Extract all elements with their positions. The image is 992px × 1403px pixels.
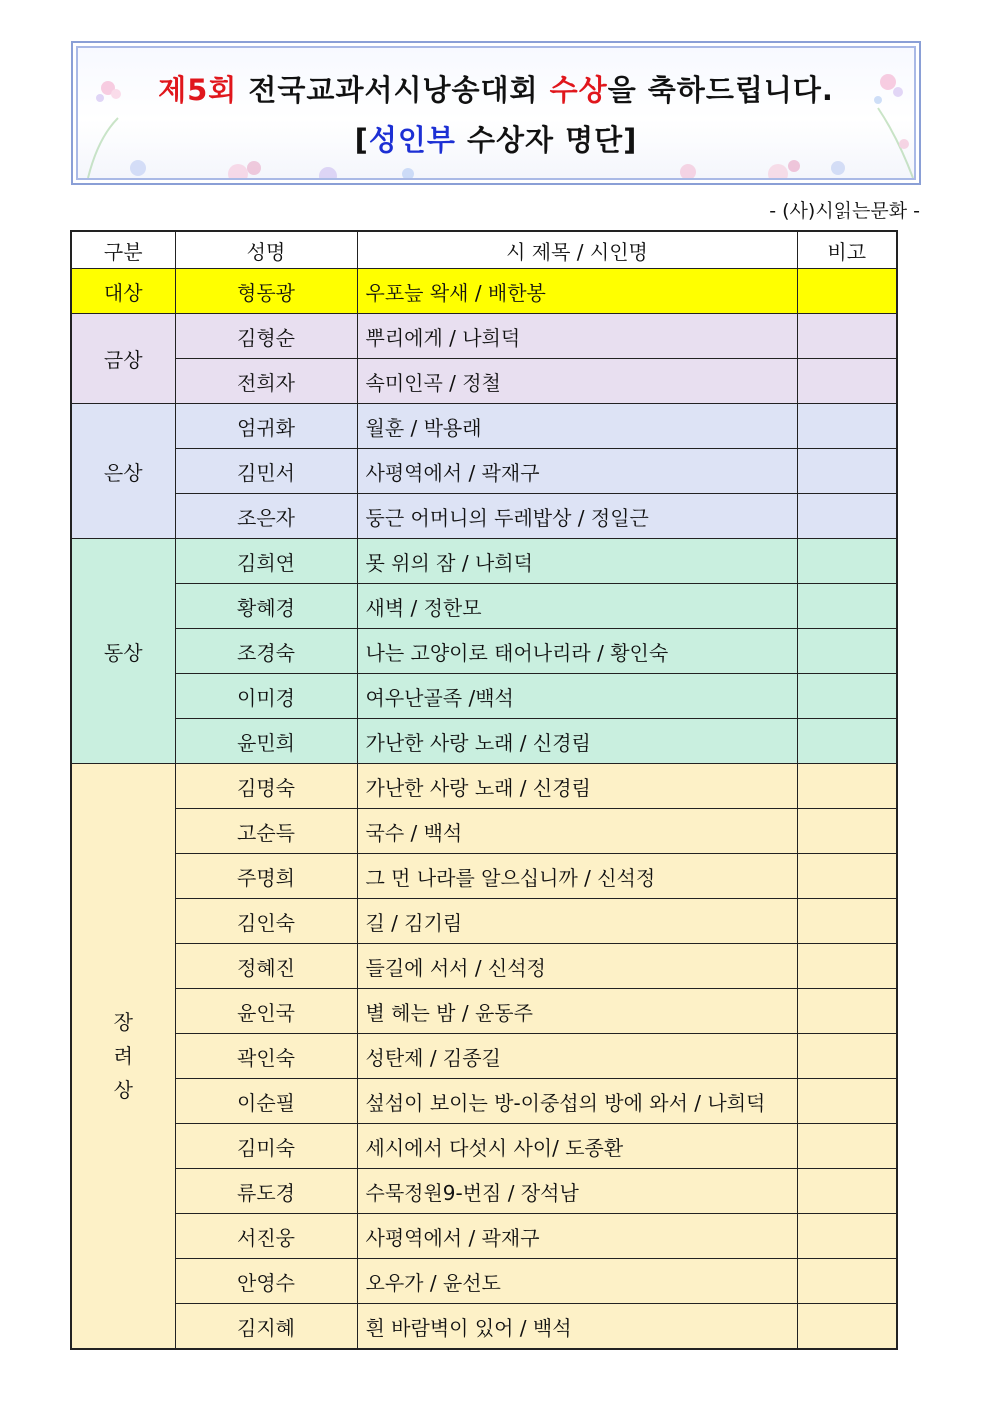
winner-name-cell: 윤민희 — [175, 719, 357, 764]
note-cell — [797, 989, 897, 1034]
poem-title-cell: 사평역에서 / 곽재구 — [357, 1214, 797, 1259]
poem-title-cell: 성탄제 / 김종길 — [357, 1034, 797, 1079]
table-row — [71, 899, 897, 944]
division-name: 성인부 — [368, 123, 456, 157]
poem-title-cell: 수묵정원9-번짐 / 장석남 — [357, 1169, 797, 1214]
event-name: 전국교과서시낭송대회 — [248, 73, 539, 107]
poem-title-cell: 사평역에서 / 곽재구 — [357, 449, 797, 494]
poem-title-cell: 둥근 어머니의 두레밥상 / 정일근 — [357, 494, 797, 539]
winner-name-cell: 이미경 — [175, 674, 357, 719]
award-category-cell: 대상 — [71, 269, 175, 314]
winner-name-cell: 김지혜 — [175, 1304, 357, 1350]
winner-name-cell: 정혜진 — [175, 944, 357, 989]
table-row — [71, 1169, 897, 1214]
table-row — [71, 1034, 897, 1079]
table-row — [71, 1124, 897, 1169]
table-row — [71, 449, 897, 494]
table-row — [71, 314, 897, 359]
poem-title-cell: 길 / 김기림 — [357, 899, 797, 944]
award-category-cell: 금상 — [71, 314, 175, 404]
table-row — [71, 629, 897, 674]
poem-title-cell: 가난한 사랑 노래 / 신경림 — [357, 764, 797, 809]
winner-name-cell: 류도경 — [175, 1169, 357, 1214]
title-banner — [71, 41, 921, 185]
table-row — [71, 674, 897, 719]
note-cell — [797, 1124, 897, 1169]
note-cell — [797, 1304, 897, 1350]
table-row — [71, 359, 897, 404]
note-cell — [797, 539, 897, 584]
poem-title-cell: 못 위의 잠 / 나희덕 — [357, 539, 797, 584]
banner-title-line-2 — [78, 118, 914, 159]
note-cell — [797, 359, 897, 404]
poem-title-cell: 뿌리에게 / 나희덕 — [357, 314, 797, 359]
title-banner-inner — [76, 46, 916, 180]
note-cell — [797, 719, 897, 764]
note-cell — [797, 584, 897, 629]
table-row — [71, 404, 897, 449]
poem-title-cell: 나는 고양이로 태어나리라 / 황인숙 — [357, 629, 797, 674]
note-cell — [797, 1034, 897, 1079]
table-row — [71, 809, 897, 854]
table-row — [71, 494, 897, 539]
awards-table-body — [71, 269, 897, 1350]
header-poem: 시 제목 / 시인명 — [357, 231, 797, 269]
winner-name-cell: 김인숙 — [175, 899, 357, 944]
poem-title-cell: 흰 바람벽이 있어 / 백석 — [357, 1304, 797, 1350]
note-cell — [797, 674, 897, 719]
award-category-char: 려 — [113, 1044, 133, 1068]
poem-title-cell: 그 먼 나라를 알으십니까 / 신석정 — [357, 854, 797, 899]
table-row — [71, 1214, 897, 1259]
poem-title-cell: 별 헤는 밤 / 윤동주 — [357, 989, 797, 1034]
note-cell — [797, 1079, 897, 1124]
poem-title-cell: 월훈 / 박용래 — [357, 404, 797, 449]
note-cell — [797, 1214, 897, 1259]
note-cell — [797, 854, 897, 899]
winner-name-cell: 형동광 — [175, 269, 357, 314]
table-row — [71, 269, 897, 314]
poem-title-cell: 새벽 / 정한모 — [357, 584, 797, 629]
note-cell — [797, 629, 897, 674]
award-category-cell: 동상 — [71, 539, 175, 764]
winner-name-cell: 이순필 — [175, 1079, 357, 1124]
header-name: 성명 — [175, 231, 357, 269]
winner-name-cell: 고순득 — [175, 809, 357, 854]
table-row — [71, 584, 897, 629]
winner-name-cell: 주명희 — [175, 854, 357, 899]
note-cell — [797, 269, 897, 314]
list-title: 수상자 명단 — [466, 123, 624, 157]
award-category-cell: 은상 — [71, 404, 175, 539]
winner-name-cell: 윤인국 — [175, 989, 357, 1034]
table-row — [71, 719, 897, 764]
note-cell — [797, 764, 897, 809]
note-cell — [797, 1259, 897, 1304]
winner-name-cell: 김형순 — [175, 314, 357, 359]
winner-name-cell: 황혜경 — [175, 584, 357, 629]
winner-name-cell: 안영수 — [175, 1259, 357, 1304]
congrats-text: 을 축하드립니다. — [607, 73, 834, 107]
award-word: 수상 — [549, 73, 608, 107]
table-row — [71, 1079, 897, 1124]
award-category-cell — [71, 764, 175, 1350]
note-cell — [797, 1169, 897, 1214]
table-row — [71, 854, 897, 899]
winner-name-cell: 김희연 — [175, 539, 357, 584]
note-cell — [797, 449, 897, 494]
winner-name-cell: 조은자 — [175, 494, 357, 539]
note-cell — [797, 899, 897, 944]
poem-title-cell: 우포늪 왁새 / 배한봉 — [357, 269, 797, 314]
table-row — [71, 1259, 897, 1304]
winner-name-cell: 엄귀화 — [175, 404, 357, 449]
winner-name-cell: 서진웅 — [175, 1214, 357, 1259]
table-row — [71, 944, 897, 989]
poem-title-cell: 국수 / 백석 — [357, 809, 797, 854]
winner-name-cell: 곽인숙 — [175, 1034, 357, 1079]
table-row — [71, 1304, 897, 1350]
source-organization: - (사)시읽는문화 - — [769, 200, 920, 222]
table-row — [71, 539, 897, 584]
bracket-open: [ — [354, 123, 369, 157]
winner-name-cell: 전희자 — [175, 359, 357, 404]
awards-table — [70, 230, 898, 1350]
poem-title-cell: 세시에서 다섯시 사이/ 도종환 — [357, 1124, 797, 1169]
winner-name-cell: 김미숙 — [175, 1124, 357, 1169]
header-note: 비고 — [797, 231, 897, 269]
banner-title-line-1 — [78, 68, 914, 109]
bracket-close: ] — [623, 123, 638, 157]
winner-name-cell: 김명숙 — [175, 764, 357, 809]
poem-title-cell: 가난한 사랑 노래 / 신경림 — [357, 719, 797, 764]
poem-title-cell: 들길에 서서 / 신석정 — [357, 944, 797, 989]
note-cell — [797, 944, 897, 989]
winner-name-cell: 김민서 — [175, 449, 357, 494]
note-cell — [797, 404, 897, 449]
event-number: 제5회 — [158, 73, 238, 107]
note-cell — [797, 809, 897, 854]
table-row — [71, 989, 897, 1034]
header-category: 구분 — [71, 231, 175, 269]
poem-title-cell: 섶섬이 보이는 방-이중섭의 방에 와서 / 나희덕 — [357, 1079, 797, 1124]
poem-title-cell: 오우가 / 윤선도 — [357, 1259, 797, 1304]
table-header-row — [71, 231, 897, 269]
poem-title-cell: 속미인곡 / 정철 — [357, 359, 797, 404]
table-row — [71, 764, 897, 809]
award-category-char: 상 — [113, 1078, 133, 1102]
note-cell — [797, 314, 897, 359]
winner-name-cell: 조경숙 — [175, 629, 357, 674]
poem-title-cell: 여우난골족 /백석 — [357, 674, 797, 719]
note-cell — [797, 494, 897, 539]
award-category-char: 장 — [113, 1010, 133, 1034]
